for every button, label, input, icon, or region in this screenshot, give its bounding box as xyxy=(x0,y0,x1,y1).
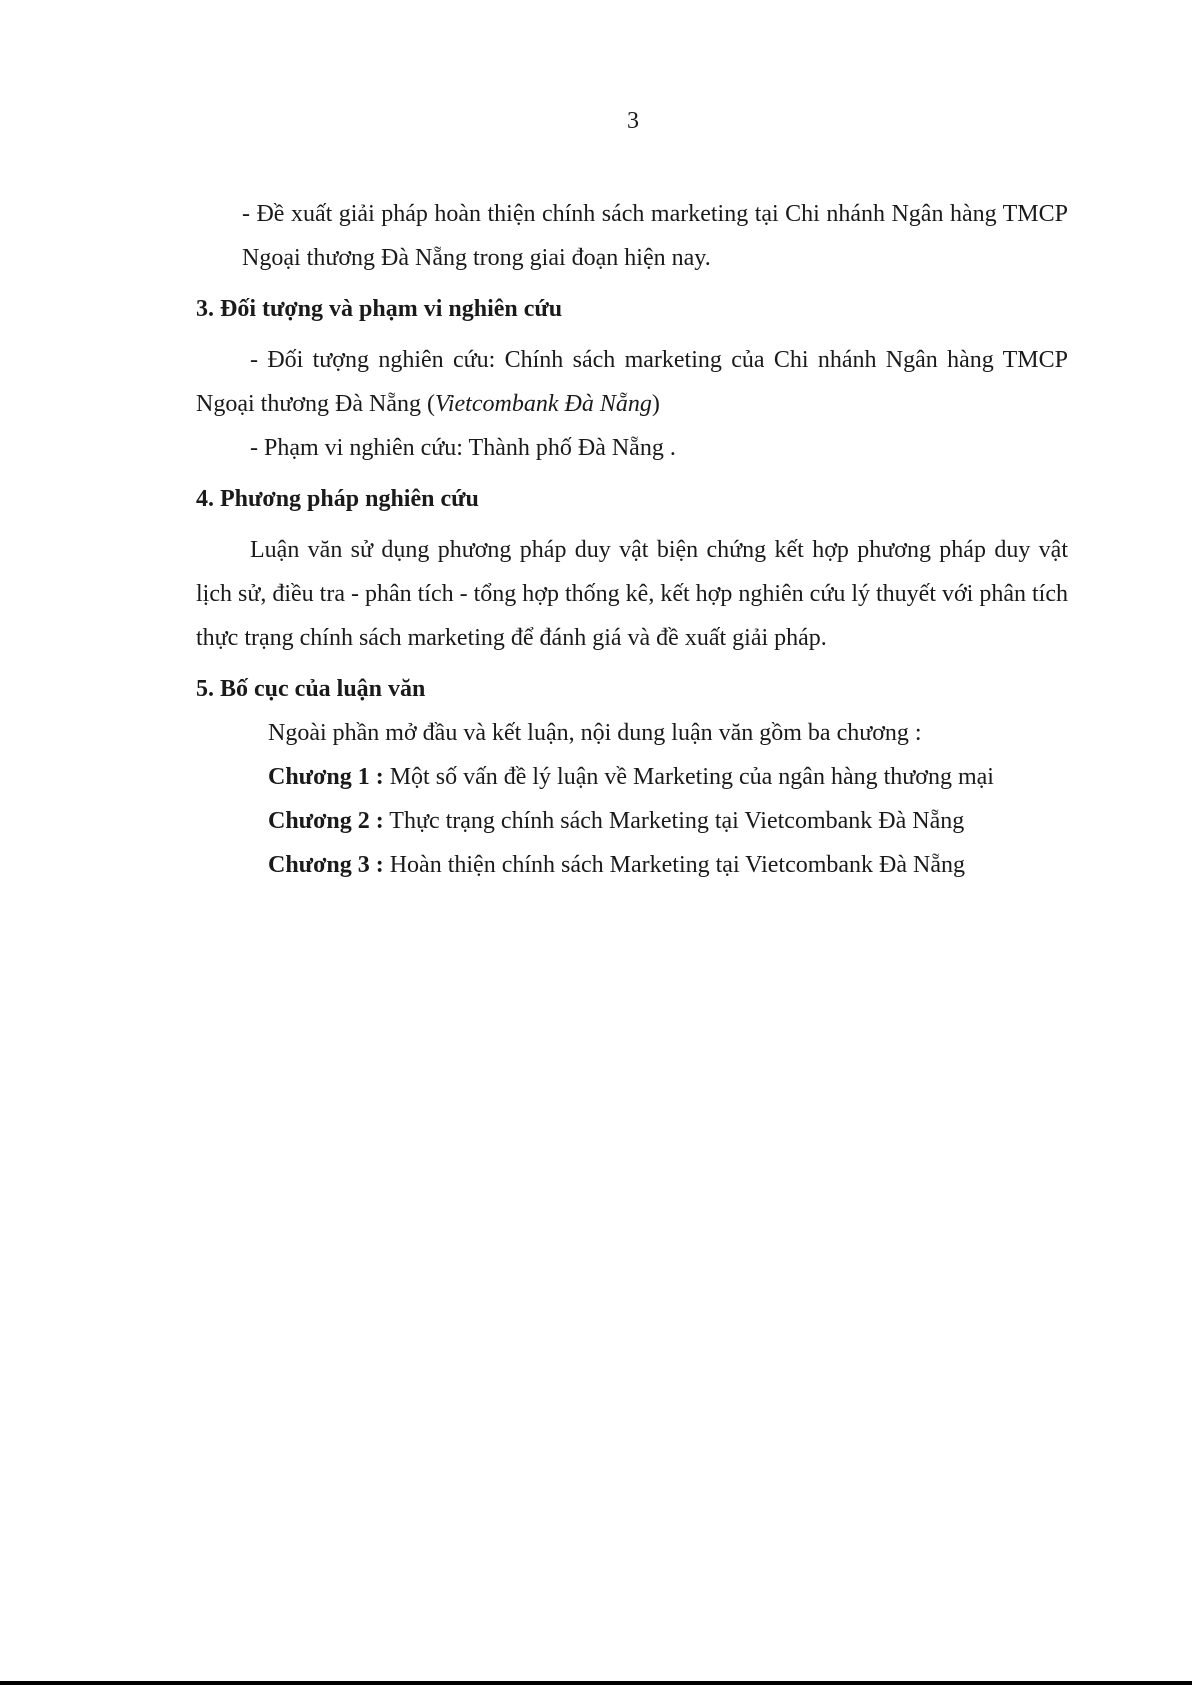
research-object-text: - Đối tượng nghiên cứu: Chính sách marketing của Chi nhánh Ngân hàng TMCP Ngoại thương Đà Nẵng ( xyxy=(196,347,1068,417)
chapter-2-label: Chương 2 : xyxy=(268,808,384,834)
section-5-heading: 5. Bố cục của luận văn xyxy=(196,676,426,702)
chapter-2-title: Thực trạng chính sách Marketing tại Vietcombank Đà Nẵng xyxy=(383,808,965,834)
method-paragraph: Luận văn sử dụng phương pháp duy vật biện chứng kết hợp phương pháp duy vật lịch sử, điều tra - phân tích - tổng hợp thống kê, kết hợp nghiên cứu lý thuyết với phân tích thực trạng chính sách marketing để đánh giá và đề xuất giải pháp. xyxy=(196,537,1068,651)
chapter-2 xyxy=(268,799,1068,843)
chapter-1 xyxy=(268,755,1068,799)
chapter-list xyxy=(196,711,1068,887)
chapter-3-title: Hoàn thiện chính sách Marketing tại Vietcombank Đà Nẵng xyxy=(383,852,966,878)
page-number: 3 xyxy=(627,108,639,134)
research-object-paragraph xyxy=(196,338,1068,426)
research-object-suffix: ) xyxy=(651,391,660,417)
section-4-heading: 4. Phương pháp nghiên cứu xyxy=(196,486,479,512)
chapter-1-label: Chương 1 : xyxy=(268,764,384,790)
structure-intro: Ngoài phần mở đầu và kết luận, nội dung luận văn gồm ba chương : xyxy=(268,720,922,746)
document-body xyxy=(196,192,1068,887)
chapter-1-title: Một số vấn đề lý luận về Marketing của ngân hàng thương mại xyxy=(383,764,994,790)
chapter-3-label: Chương 3 : xyxy=(268,852,384,878)
goal-paragraph: - Đề xuất giải pháp hoàn thiện chính sách marketing tại Chi nhánh Ngân hàng TMCP Ngoại thương Đà Nẵng trong giai đoạn hiện nay. xyxy=(242,201,1068,271)
research-scope-paragraph: - Phạm vi nghiên cứu: Thành phố Đà Nẵng . xyxy=(250,435,676,461)
research-object-italic: Vietcombank Đà Nẵng xyxy=(434,391,652,417)
section-3-heading: 3. Đối tượng và phạm vi nghiên cứu xyxy=(196,296,563,322)
page-bottom-border xyxy=(0,1681,1192,1685)
chapter-3 xyxy=(268,843,1068,887)
